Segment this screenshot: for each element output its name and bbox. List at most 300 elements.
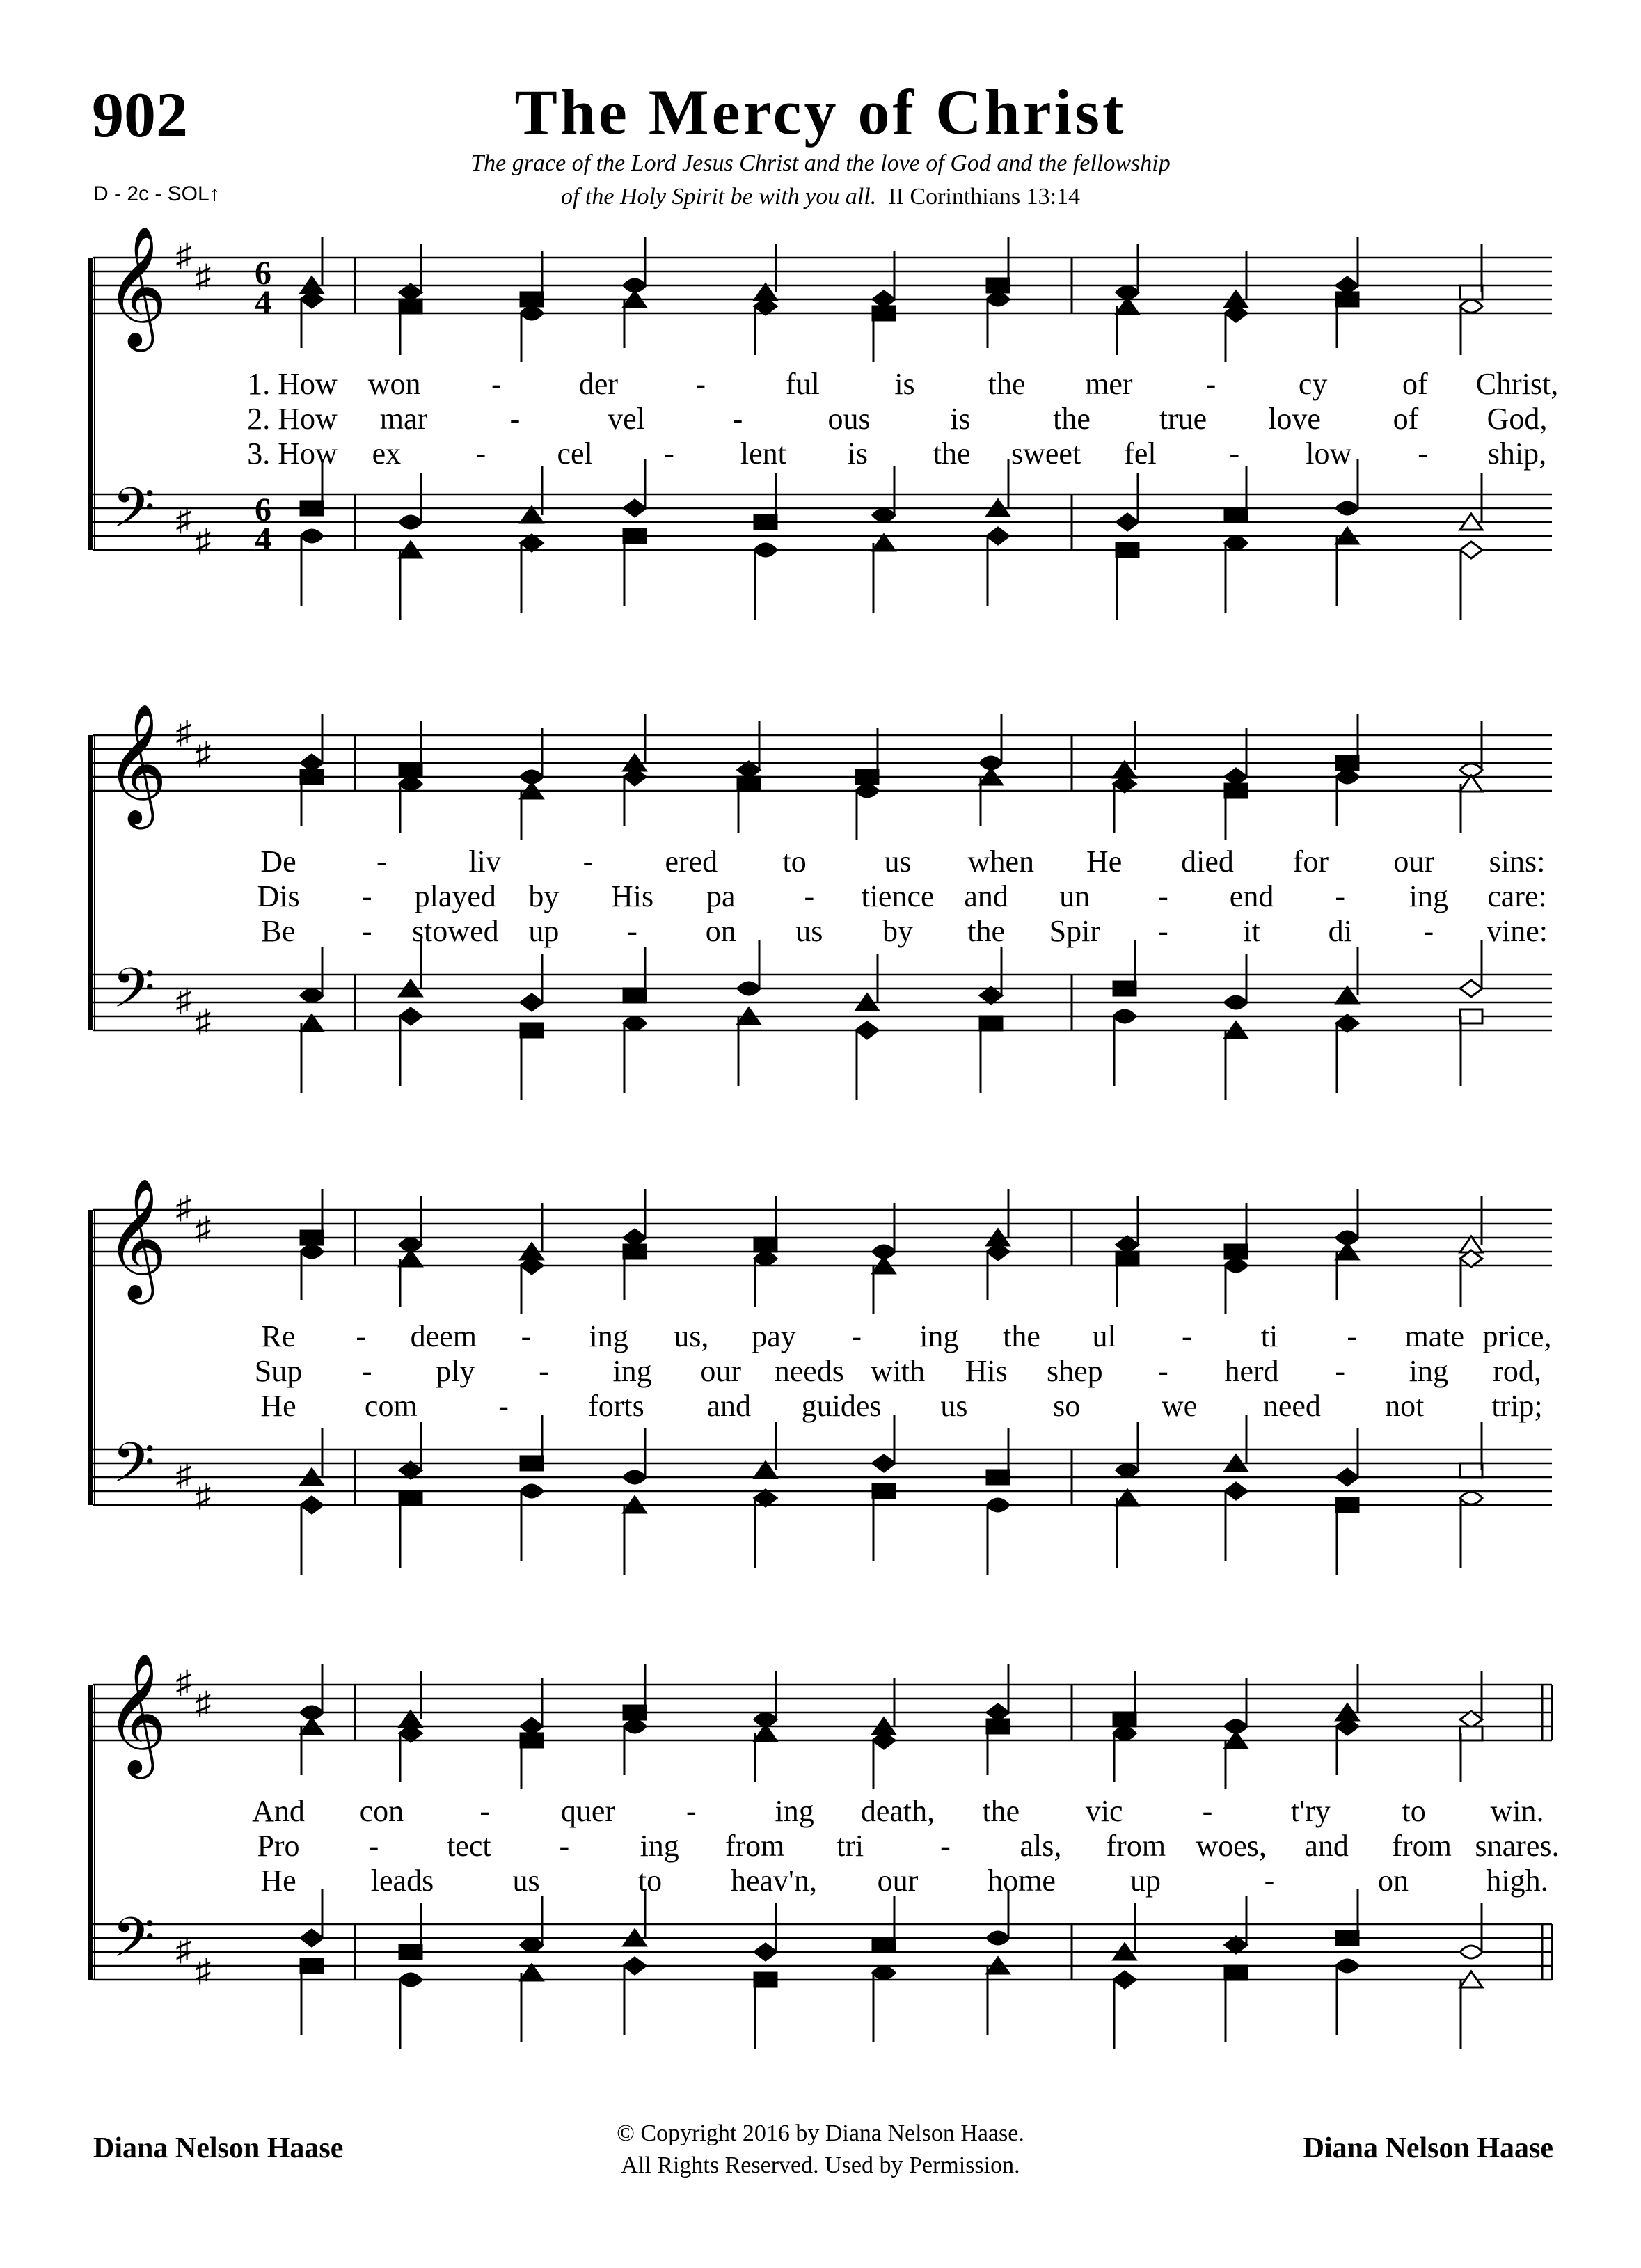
music-credit: Diana Nelson Haase bbox=[1303, 2132, 1553, 2164]
system-2-verse-1-syllable: He bbox=[1086, 844, 1123, 879]
system-1-treble-sharp-c-icon: ♯ bbox=[195, 258, 212, 294]
system-4-treble-note-lower-3 bbox=[521, 1733, 543, 1747]
system-3-verse-1-syllable: the bbox=[1003, 1319, 1040, 1353]
system-3-treble-sharp-c-icon: ♯ bbox=[195, 1211, 212, 1246]
system-2-bass-note-lower-3 bbox=[521, 1023, 543, 1037]
system-3-bass-note-lower-8 bbox=[1116, 1490, 1139, 1506]
system-2-verse-2-syllable: Dis bbox=[257, 879, 300, 913]
system-3-verse-2-syllable: rod, bbox=[1493, 1354, 1541, 1388]
system-2-verse-2-syllable: - bbox=[1335, 879, 1346, 913]
system-2-bass-note-upper-8 bbox=[1113, 982, 1136, 995]
system-3-verse-2-syllable: with bbox=[870, 1354, 926, 1388]
system-4-treble-note-lower-5 bbox=[754, 1725, 777, 1741]
system-4-bass-note-upper-2 bbox=[399, 1945, 422, 1959]
system-2-verse-2-syllable: un bbox=[1059, 879, 1091, 913]
system-2-verse-3-syllable: - bbox=[361, 914, 372, 948]
system-3-verse-3-syllable: com bbox=[364, 1389, 418, 1423]
system-1-treble-note-lower-3 bbox=[521, 307, 543, 320]
system-3-verse-2-syllable: ing bbox=[612, 1354, 652, 1388]
system-4-verse-1-syllable: win. bbox=[1490, 1794, 1544, 1828]
system-1-verse-3-syllable: cel bbox=[557, 436, 593, 471]
system-4-verse-1-syllable: - bbox=[1202, 1794, 1213, 1828]
system-2-verse-3-syllable: - bbox=[627, 914, 637, 948]
system-1-verse-2-syllable: mar bbox=[379, 402, 428, 436]
system-2-bass-note-lower-1 bbox=[301, 1015, 323, 1031]
system-1-bass-note-upper-6 bbox=[873, 509, 895, 521]
system-1-bass-note-lower-3 bbox=[521, 535, 543, 551]
words-credit: Diana Nelson Haase bbox=[93, 2132, 344, 2164]
hymn-number: 902 bbox=[92, 79, 188, 150]
system-4-bass-note-lower-9 bbox=[1225, 1966, 1247, 1980]
system-3-treble-note-lower-5 bbox=[754, 1252, 777, 1265]
system-3-verse-1-syllable: ing bbox=[589, 1319, 628, 1353]
system-3-treble-note-lower-2 bbox=[399, 1250, 422, 1266]
hymn-title: The Mercy of Christ bbox=[514, 77, 1127, 148]
system-4-verse-1-syllable: - bbox=[479, 1794, 490, 1828]
system-3-treble-note-lower-4 bbox=[624, 1245, 646, 1259]
system-3-verse-1-syllable: ul bbox=[1092, 1319, 1116, 1353]
system-2-verse-3-syllable: on bbox=[705, 914, 736, 948]
system-3-verse-1-syllable: - bbox=[521, 1319, 532, 1353]
system-4-verse-1-syllable: And bbox=[252, 1794, 305, 1828]
system-2-verse-2-syllable: - bbox=[1158, 879, 1168, 913]
system-4-treble-note-lower-4 bbox=[624, 1720, 646, 1733]
system-1-verse-3-syllable: - bbox=[475, 436, 486, 471]
system-1-bass-note-upper-1 bbox=[301, 501, 323, 515]
system-3-verse-1-syllable: deem bbox=[410, 1319, 477, 1353]
system-2-bass-clef-icon: 𝄢 bbox=[112, 958, 155, 1032]
system-4-verse-1-syllable: vic bbox=[1085, 1794, 1123, 1828]
system-3-bass-note-upper-2 bbox=[399, 1462, 422, 1479]
system-2-verse-3-syllable: - bbox=[1158, 914, 1168, 948]
system-4-bass-note-lower-3 bbox=[521, 1964, 543, 1980]
system-3-bass-sharp-c-icon: ♯ bbox=[195, 1478, 212, 1513]
system-3-bass-note-lower-2 bbox=[399, 1491, 422, 1505]
system-2-verse-3-syllable: the bbox=[967, 914, 1006, 948]
system-4-bass-note-upper-10 bbox=[1336, 1931, 1358, 1945]
system-3-verse-1-syllable: mate bbox=[1404, 1319, 1465, 1353]
system-4-treble-sharp-c-icon: ♯ bbox=[195, 1685, 212, 1721]
system-4-verse-3-syllable: He bbox=[260, 1864, 296, 1898]
system-1-verse-3-syllable: ship, bbox=[1487, 436, 1547, 471]
system-4-verse-2-syllable: woes, bbox=[1196, 1829, 1267, 1863]
system-3-verse-2-syllable: needs bbox=[774, 1354, 844, 1388]
system-2-verse-1-syllable: - bbox=[376, 844, 387, 879]
system-2-verse-2-syllable: played bbox=[414, 879, 496, 913]
system-4-treble-note-lower-7 bbox=[987, 1719, 1009, 1733]
system-2-bass-note-upper-7 bbox=[980, 987, 1002, 1004]
system-3-verse-3-syllable: so bbox=[1053, 1389, 1081, 1423]
system-3-verse-3-syllable: trip; bbox=[1491, 1389, 1543, 1423]
system-3-verse-2-syllable: ply bbox=[436, 1354, 475, 1388]
system-3-verse-1-syllable: ing bbox=[919, 1319, 959, 1353]
system-4-verse-1-syllable: to bbox=[1402, 1794, 1426, 1828]
system-4-verse-3-syllable: leads bbox=[370, 1864, 434, 1898]
system-3-bass-note-upper-11 bbox=[1460, 1463, 1482, 1477]
system-2-bass-note-lower-7 bbox=[980, 1016, 1002, 1030]
system-1-verse-2-syllable: God, bbox=[1487, 402, 1548, 436]
system-3-verse-3-syllable: and bbox=[706, 1389, 752, 1423]
system-3-treble-note-lower-9 bbox=[1225, 1259, 1247, 1272]
system-4-verse-3-syllable: - bbox=[1264, 1864, 1275, 1898]
system-4-bass-sharp-f-icon: ♯ bbox=[175, 1932, 192, 1967]
system-2-verse-3-syllable: Spir bbox=[1049, 914, 1100, 948]
system-1-verse-1-syllable: cy bbox=[1298, 367, 1328, 401]
system-3-verse-1-syllable: pay bbox=[752, 1319, 796, 1353]
system-1-bass-note-lower-6 bbox=[873, 535, 895, 551]
system-2-verse-1-syllable: - bbox=[582, 844, 594, 879]
system-1-treble-clef-icon: 𝄞 bbox=[105, 229, 168, 345]
system-2-treble-note-upper-10 bbox=[1336, 756, 1358, 770]
system-4-treble-sharp-f-icon: ♯ bbox=[175, 1664, 192, 1700]
system-3-verse-2-syllable: - bbox=[361, 1354, 372, 1388]
system-3-bass-note-upper-7 bbox=[987, 1470, 1009, 1484]
system-4-verse-1-syllable: con bbox=[359, 1794, 404, 1828]
system-3-verse-3-syllable: He bbox=[260, 1389, 296, 1423]
system-4-verse-1-syllable: death, bbox=[860, 1794, 935, 1828]
system-2-treble-clef-icon: 𝄞 bbox=[105, 707, 168, 822]
system-1-bass-note-upper-8 bbox=[1116, 514, 1139, 530]
system-1-bass-note-lower-7 bbox=[987, 528, 1009, 544]
system-4-treble-note-lower-8 bbox=[1113, 1727, 1136, 1740]
system-1-bass-clef-icon: 𝄢 bbox=[112, 478, 155, 552]
epigraph-text: The grace of the Lord Jesus Christ and the love of God and the fellowship bbox=[470, 150, 1171, 176]
system-3-treble-note-upper-4 bbox=[624, 1229, 646, 1246]
system-1-treble-note-lower-6 bbox=[873, 306, 895, 320]
system-4-bass-note-lower-6 bbox=[873, 1967, 895, 1979]
system-4-verse-2-syllable: - bbox=[940, 1829, 951, 1863]
system-2-treble-note-upper-6 bbox=[856, 770, 878, 784]
system-4-verse-1-syllable: - bbox=[686, 1794, 697, 1828]
system-4-bass-note-lower-10 bbox=[1336, 1960, 1358, 1972]
system-4-verse-3-syllable: up bbox=[1130, 1864, 1161, 1898]
system-1-verse-1-syllable: won bbox=[367, 367, 421, 401]
system-1-verse-2-syllable: is bbox=[950, 402, 971, 436]
system-2-treble-note-lower-5 bbox=[738, 777, 760, 791]
system-1-verse-1-syllable: - bbox=[491, 367, 502, 401]
system-1-verse-1-syllable: - bbox=[695, 367, 706, 401]
system-4-verse-2-syllable: from bbox=[724, 1829, 785, 1863]
system-3-treble-note-upper-9 bbox=[1225, 1245, 1247, 1259]
system-3-verse-2-syllable: - bbox=[1158, 1354, 1168, 1388]
system-2-treble-note-upper-2 bbox=[399, 763, 422, 777]
system-2-verse-3-syllable: Be bbox=[261, 914, 296, 948]
system-3-verse-2-syllable: - bbox=[1335, 1354, 1346, 1388]
system-4-verse-2-syllable: - bbox=[559, 1829, 570, 1863]
system-1-verse-1-syllable: der bbox=[578, 367, 619, 401]
system-2-verse-2-syllable: and bbox=[964, 879, 1008, 913]
system-1-bass-note-lower-9 bbox=[1225, 537, 1247, 549]
system-4-treble-note-upper-7 bbox=[987, 1704, 1009, 1721]
system-3-verse-2-syllable: - bbox=[539, 1354, 549, 1388]
system-2-bass-note-lower-6 bbox=[856, 1022, 878, 1039]
system-2-bass-note-upper-5 bbox=[738, 982, 760, 995]
system-4-verse-2-syllable: - bbox=[368, 1829, 379, 1863]
system-3-bass-note-lower-5 bbox=[754, 1490, 777, 1506]
system-4-treble-note-lower-11 bbox=[1460, 1726, 1482, 1740]
system-3-verse-3-syllable: not bbox=[1385, 1389, 1425, 1423]
system-1-verse-3-syllable: low bbox=[1306, 436, 1352, 471]
system-4-verse-1-syllable: quer bbox=[560, 1794, 616, 1828]
system-2-verse-1-syllable: when bbox=[967, 844, 1034, 879]
system-4-verse-1-syllable: t'ry bbox=[1290, 1794, 1331, 1828]
system-4-verse-2-syllable: and bbox=[1304, 1829, 1349, 1863]
system-3-treble-note-lower-1 bbox=[301, 1245, 323, 1258]
system-4-bass-note-lower-2 bbox=[399, 1974, 422, 1986]
system-1-treble-note-upper-10 bbox=[1336, 277, 1358, 294]
system-2-bass-note-upper-9 bbox=[1225, 996, 1247, 1009]
system-3-verse-3-syllable: us bbox=[940, 1389, 968, 1423]
system-1-verse-1-syllable: mer bbox=[1085, 367, 1133, 401]
system-1-bass-note-upper-10 bbox=[1336, 502, 1358, 514]
system-2-verse-2-syllable: pa bbox=[706, 879, 736, 913]
system-1-bass-note-lower-5 bbox=[754, 544, 777, 556]
system-2-bass-note-upper-11 bbox=[1460, 980, 1482, 997]
system-2-verse-3-syllable: vine: bbox=[1487, 914, 1548, 948]
system-1-verse-2-syllable: love bbox=[1268, 402, 1321, 436]
system-3-verse-3-syllable: - bbox=[498, 1389, 509, 1423]
system-3-bass-note-upper-5 bbox=[754, 1462, 777, 1478]
system-4-verse-2-syllable: snares. bbox=[1475, 1829, 1560, 1863]
system-1-treble-note-lower-10 bbox=[1336, 292, 1358, 306]
system-3-verse-3-syllable: guides bbox=[801, 1389, 882, 1423]
system-3-bass-note-lower-10 bbox=[1336, 1498, 1358, 1512]
system-4-treble-clef-icon: 𝄞 bbox=[105, 1656, 168, 1772]
system-1-bass-note-upper-5 bbox=[754, 515, 777, 529]
system-4-bass-note-lower-1 bbox=[301, 1959, 323, 1973]
system-2-treble-note-upper-1 bbox=[301, 755, 323, 771]
system-4-verse-2-syllable: Pro bbox=[257, 1829, 300, 1863]
system-1-verse-1-syllable: 1. How bbox=[247, 367, 338, 401]
system-1-verse-3-syllable: the bbox=[933, 436, 971, 471]
system-1-verse-2-syllable: ous bbox=[827, 402, 871, 436]
system-1-verse-2-syllable: of bbox=[1393, 402, 1419, 436]
system-2-verse-1-syllable: De bbox=[260, 844, 296, 879]
system-2-verse-2-syllable: end bbox=[1229, 879, 1274, 913]
system-2-treble-note-lower-2 bbox=[399, 778, 422, 790]
system-1-verse-3-syllable: - bbox=[664, 436, 674, 471]
time-signature-bass-top: 6 bbox=[255, 491, 271, 528]
system-2-verse-2-syllable: by bbox=[528, 879, 560, 913]
system-2-verse-2-syllable: His bbox=[611, 879, 654, 913]
system-3-verse-2-syllable: His bbox=[965, 1354, 1008, 1388]
system-4-bass-clef-icon: 𝄢 bbox=[112, 1907, 155, 1982]
system-3-bass-note-upper-4 bbox=[624, 1471, 646, 1483]
copyright-line-1: © Copyright 2016 by Diana Nelson Haase. bbox=[617, 2120, 1024, 2146]
system-2-verse-1-syllable: us bbox=[884, 844, 912, 879]
system-4-verse-3-syllable: high. bbox=[1486, 1864, 1548, 1898]
system-4-bass-note-lower-5 bbox=[754, 1973, 777, 1987]
system-1-bass-note-upper-3 bbox=[521, 507, 543, 523]
time-signature-treble-top: 6 bbox=[255, 255, 271, 292]
system-4-bass-note-upper-5 bbox=[754, 1944, 777, 1960]
system-3-verse-1-syllable: ti bbox=[1260, 1319, 1278, 1353]
system-3-treble-note-upper-5 bbox=[754, 1238, 777, 1252]
system-2-treble-note-lower-1 bbox=[301, 770, 323, 784]
system-2-verse-2-syllable: tience bbox=[861, 879, 935, 913]
system-1-treble-note-lower-8 bbox=[1116, 298, 1139, 314]
system-4-treble-note-upper-8 bbox=[1113, 1712, 1136, 1726]
system-4-treble-note-upper-11 bbox=[1460, 1711, 1482, 1728]
system-2-treble-note-upper-9 bbox=[1225, 769, 1247, 785]
system-2-treble-note-lower-10 bbox=[1336, 771, 1358, 783]
system-2-verse-3-syllable: by bbox=[882, 914, 913, 948]
system-3-verse-1-syllable: - bbox=[1347, 1319, 1357, 1353]
system-4-verse-2-syllable: tri bbox=[836, 1829, 864, 1863]
system-3-bass-note-lower-1 bbox=[301, 1497, 323, 1513]
system-2-verse-3-syllable: it bbox=[1243, 914, 1260, 948]
system-1-treble-note-lower-2 bbox=[399, 299, 422, 313]
system-3-verse-2-syllable: Sup bbox=[254, 1354, 303, 1388]
system-1-bass-note-upper-2 bbox=[399, 516, 422, 528]
system-1-bass-note-lower-1 bbox=[301, 530, 323, 542]
system-1-treble-note-upper-11 bbox=[1460, 285, 1482, 299]
system-3-verse-2-syllable: our bbox=[700, 1354, 742, 1388]
system-2-verse-3-syllable: up bbox=[528, 914, 560, 948]
system-3-bass-sharp-f-icon: ♯ bbox=[175, 1457, 192, 1493]
system-3-bass-note-lower-6 bbox=[873, 1484, 895, 1498]
system-3-verse-3-syllable: we bbox=[1161, 1389, 1198, 1423]
system-3-bass-note-upper-3 bbox=[521, 1456, 543, 1470]
system-3-treble-sharp-f-icon: ♯ bbox=[175, 1190, 192, 1225]
system-1-treble-note-upper-3 bbox=[521, 292, 543, 306]
scripture-reference: II Corinthians 13:14 bbox=[888, 184, 1081, 210]
system-1-bass-note-lower-4 bbox=[624, 529, 646, 543]
system-2-bass-sharp-f-icon: ♯ bbox=[175, 982, 192, 1018]
system-1-verse-3-syllable: fel bbox=[1124, 436, 1157, 471]
copyright-notice bbox=[0, 2118, 1641, 2182]
system-1-verse-3-syllable: ex bbox=[372, 436, 402, 471]
system-2-verse-1-syllable: to bbox=[782, 844, 807, 879]
system-3-bass-note-upper-8 bbox=[1116, 1464, 1139, 1476]
system-3-bass-note-lower-11 bbox=[1460, 1492, 1482, 1504]
system-1-bass-note-lower-8 bbox=[1116, 543, 1139, 557]
system-1-treble-note-upper-7 bbox=[987, 278, 1009, 292]
key-info: D - 2c - SOL↑ bbox=[93, 182, 220, 205]
system-4-verse-3-syllable: us bbox=[512, 1864, 540, 1898]
system-1-verse-1-syllable: of bbox=[1402, 367, 1428, 401]
system-4-treble-note-upper-4 bbox=[624, 1706, 646, 1719]
system-2-verse-2-syllable: ing bbox=[1409, 879, 1448, 913]
system-3-verse-2-syllable: herd bbox=[1224, 1354, 1279, 1388]
system-1-treble-note-lower-7 bbox=[987, 293, 1009, 306]
system-4-bass-note-upper-9 bbox=[1225, 1937, 1247, 1953]
system-2-verse-2-syllable: care: bbox=[1487, 879, 1547, 913]
system-3-verse-3-syllable: need bbox=[1262, 1389, 1321, 1423]
system-2-verse-1-syllable: our bbox=[1393, 844, 1434, 879]
system-1-verse-2-syllable: - bbox=[732, 402, 743, 436]
system-2-verse-1-syllable: died bbox=[1181, 844, 1234, 879]
system-2-treble-sharp-c-icon: ♯ bbox=[195, 736, 212, 771]
system-4-treble-note-upper-3 bbox=[521, 1718, 543, 1735]
system-2-bass-note-upper-4 bbox=[624, 989, 646, 1002]
system-3-verse-3-syllable: forts bbox=[588, 1389, 644, 1423]
system-4-verse-1-syllable: the bbox=[982, 1794, 1020, 1828]
system-3-verse-1-syllable: - bbox=[356, 1319, 366, 1353]
system-2-verse-3-syllable: us bbox=[795, 914, 823, 948]
time-signature-bass-bottom: 4 bbox=[255, 521, 271, 558]
system-1-verse-3-syllable: sweet bbox=[1010, 436, 1081, 471]
system-4-verse-2-syllable: from bbox=[1106, 1829, 1166, 1863]
system-2-treble-sharp-f-icon: ♯ bbox=[175, 715, 192, 750]
system-2-verse-3-syllable: stowed bbox=[411, 914, 499, 948]
system-1-bass-note-upper-9 bbox=[1225, 508, 1247, 522]
system-2-bass-note-lower-8 bbox=[1113, 1010, 1136, 1023]
system-3-verse-1-syllable: us, bbox=[674, 1319, 709, 1353]
system-2-treble-note-lower-6 bbox=[856, 785, 878, 797]
system-3-verse-1-syllable: - bbox=[1182, 1319, 1192, 1353]
system-2-verse-2-syllable: - bbox=[361, 879, 372, 913]
system-4-verse-3-syllable: our bbox=[877, 1864, 919, 1898]
system-3-treble-note-upper-1 bbox=[301, 1231, 323, 1245]
system-3-bass-clef-icon: 𝄢 bbox=[112, 1433, 155, 1507]
system-4-bass-note-upper-11 bbox=[1460, 1946, 1482, 1958]
system-3-verse-2-syllable: ing bbox=[1409, 1354, 1448, 1388]
system-2-verse-1-syllable: for bbox=[1292, 844, 1329, 879]
system-1-treble-note-lower-11 bbox=[1460, 300, 1482, 313]
system-2-treble-note-lower-11 bbox=[1460, 775, 1482, 792]
system-2-bass-note-lower-11 bbox=[1460, 1009, 1482, 1023]
system-2-verse-1-syllable: sins: bbox=[1489, 844, 1546, 879]
system-3-verse-1-syllable: price, bbox=[1482, 1319, 1552, 1353]
system-1-verse-1-syllable: ful bbox=[785, 367, 820, 401]
system-3-treble-clef-icon: 𝄞 bbox=[105, 1181, 168, 1297]
system-1-verse-3-syllable: - bbox=[1418, 436, 1428, 471]
system-4-bass-note-upper-6 bbox=[873, 1938, 895, 1952]
system-4-verse-2-syllable: from bbox=[1392, 1829, 1452, 1863]
system-3-treble-note-lower-8 bbox=[1116, 1252, 1139, 1266]
system-1-treble-sharp-f-icon: ♯ bbox=[175, 237, 192, 273]
system-2-bass-note-lower-4 bbox=[624, 1017, 646, 1030]
system-2-bass-note-lower-10 bbox=[1336, 1015, 1358, 1032]
system-1-bass-sharp-c-icon: ♯ bbox=[195, 523, 212, 558]
system-4-bass-note-upper-3 bbox=[521, 1939, 543, 1951]
system-3-verse-2-syllable: shep bbox=[1046, 1354, 1103, 1388]
system-3-verse-1-syllable: - bbox=[851, 1319, 862, 1353]
system-2-verse-1-syllable: ered bbox=[665, 844, 718, 879]
system-2-treble-note-upper-5 bbox=[738, 762, 760, 778]
system-4-verse-2-syllable: als, bbox=[1020, 1829, 1062, 1863]
system-4-bass-note-upper-7 bbox=[987, 1932, 1009, 1944]
system-4-verse-3-syllable: to bbox=[637, 1864, 663, 1898]
system-3-bass-note-lower-7 bbox=[987, 1499, 1009, 1511]
copyright-line-2: All Rights Reserved. Used by Permission. bbox=[621, 2152, 1020, 2178]
system-2-bass-note-upper-10 bbox=[1336, 987, 1358, 1003]
system-4-bass-sharp-c-icon: ♯ bbox=[195, 1953, 212, 1988]
system-2-treble-note-lower-9 bbox=[1225, 784, 1247, 798]
epigraph-text: of the Holy Spirit be with you all. bbox=[560, 184, 877, 210]
system-1-bass-note-upper-4 bbox=[624, 500, 646, 517]
system-3-bass-note-upper-10 bbox=[1336, 1469, 1358, 1486]
system-1-treble-note-upper-6 bbox=[873, 291, 895, 308]
system-4-bass-note-lower-8 bbox=[1113, 1971, 1136, 1988]
time-signature-treble-bottom: 4 bbox=[255, 284, 271, 321]
system-4-verse-3-syllable: heav'n, bbox=[731, 1864, 817, 1898]
system-4-verse-3-syllable: on bbox=[1378, 1864, 1409, 1898]
system-1-verse-2-syllable: 2. How bbox=[247, 402, 338, 436]
system-1-verse-1-syllable: is bbox=[894, 367, 915, 401]
system-2-verse-3-syllable: di bbox=[1328, 914, 1352, 948]
system-3-bass-note-lower-3 bbox=[521, 1485, 543, 1497]
system-1-verse-3-syllable: is bbox=[847, 436, 868, 471]
system-1-verse-2-syllable: the bbox=[1053, 402, 1091, 436]
system-1-bass-sharp-f-icon: ♯ bbox=[175, 502, 192, 537]
system-2-bass-note-upper-1 bbox=[301, 989, 323, 1002]
system-2-bass-note-upper-3 bbox=[521, 994, 543, 1011]
system-1-verse-2-syllable: true bbox=[1159, 402, 1207, 436]
system-1-verse-1-syllable: - bbox=[1205, 367, 1216, 401]
system-4-verse-2-syllable: tect bbox=[447, 1829, 491, 1863]
